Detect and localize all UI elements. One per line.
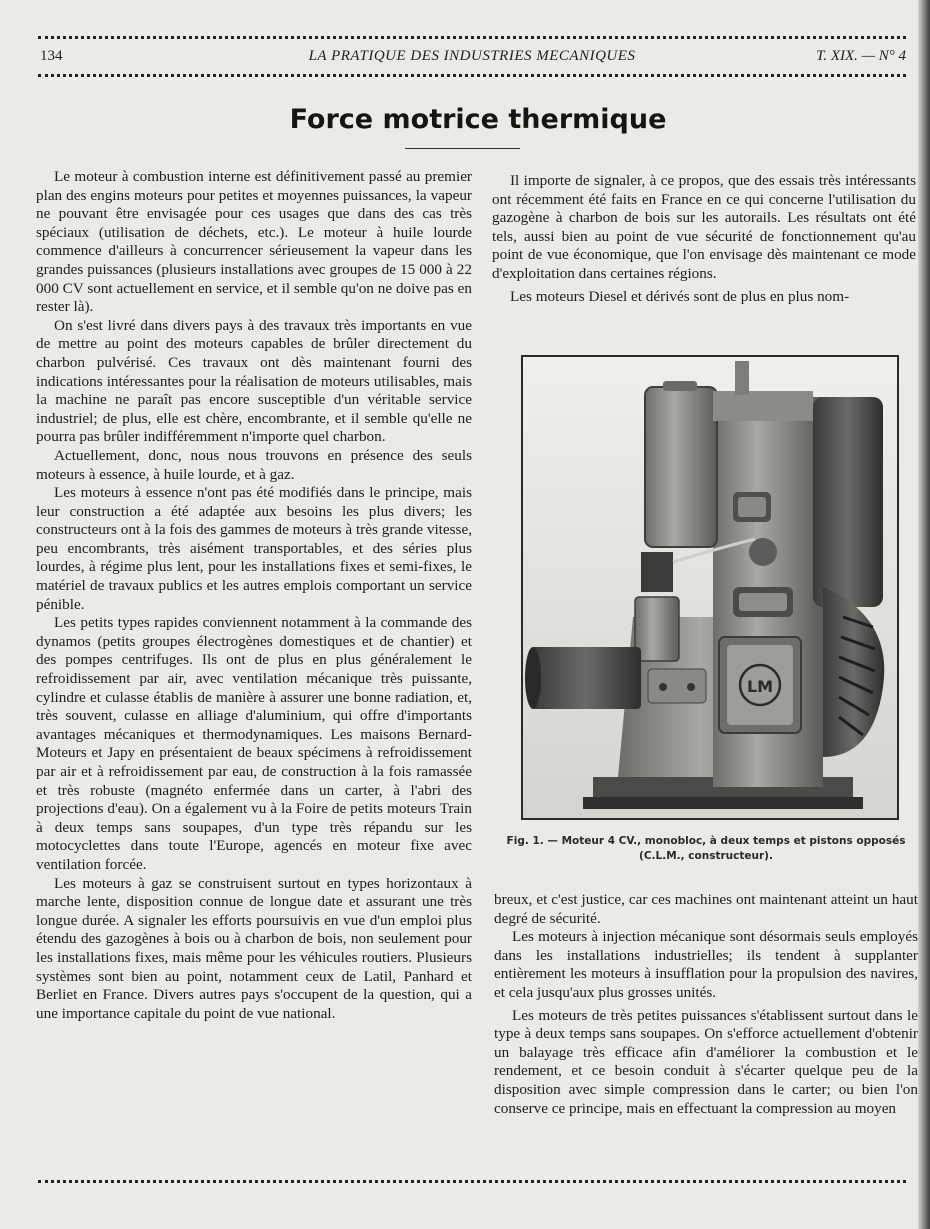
paragraph: Les moteurs de très petites puissances s'établissent surtout dans le type à deux temps sans soupapes. On s'efforce actuellement d'obtenir un balayage très efficace afin d'améliorer la combustion et le rendement, et ce besoin conduit à s'écarter quelque peu de la disposition avec simple compression dans le carter; ou bien l'on conserve ce principe, mais en effectuant la compression au moyen: [494, 1006, 918, 1117]
right-column-bottom: [494, 891, 918, 1118]
engine-illustration: [523, 357, 897, 818]
running-header: [38, 44, 906, 70]
paragraph: Les moteurs Diesel et dérivés sont de plus en plus nom-: [510, 287, 850, 305]
paragraph-continuation: breux, et c'est justice, car ces machines ont maintenant atteint un haut degré de sécurité.: [494, 891, 918, 927]
figure-caption: [494, 834, 918, 864]
journal-title: LA PRATIQUE DES INDUSTRIES MECANIQUES: [308, 48, 636, 64]
paragraph: On s'est livré dans divers pays à des travaux très importants en vue de mettre au point des moteurs capables de brûler directement du charbon pulvérisé. Ces travaux ont dès maintenant fourni des indications intéressantes pour la réalisation de moteurs utilisables, mais la machine ne paraît pas encore susceptible d'un véritable service industriel; de plus, elle est chère, encombrante, et il semble qu'elle ne pourra pas brûler indifféremment n'importe quel charbon.: [36, 316, 472, 446]
paragraph: Les moteurs à injection mécanique sont désormais seuls employés dans les installations industrielles; ils tendent à supplanter entièrement les moteurs à insufflation pour la propulsion des navires, et cela jusqu'aux plus grosses unités.: [494, 928, 918, 1001]
engine-logo: LM: [746, 677, 774, 696]
paragraph: Actuellement, donc, nous nous trouvons en présence des seuls moteurs à essence, à huile lourde, et à gaz.: [36, 446, 472, 483]
article-title: Force motrice thermique: [289, 104, 667, 135]
paragraph: Il importe de signaler, à ce propos, que des essais très intéressants ont récemment été faits en France en ce qui concerne l'utilisation du gazogène à charbon de bois sur les autorails. Les résultats ont été tels, aussi bien au point de vue sécurité de fonctionnement qu'au point de vue économique, que l'on envisage dès maintenant ce mode d'exploitation dans certaines régions.: [492, 172, 916, 282]
page-edge: [918, 0, 930, 1229]
caption-line-2: (C.L.M., constructeur).: [639, 850, 773, 862]
engine-photo: [521, 355, 899, 820]
volume-issue: T. XIX. — N° 4: [816, 48, 906, 64]
header-bottom-rule: [38, 74, 906, 77]
right-column-top: [492, 172, 916, 306]
header-top-rule: [38, 36, 906, 39]
left-column: [36, 168, 472, 1023]
paragraph: Le moteur à combustion interne est définitivement passé au premier plan des engins moteurs pour petites et moyennes puissances, la vapeur ne pouvant être envisagée pour ces usages que dans des cas très spéciaux (utilisation de déchets, etc.). Le moteur à huile lourde commence d'ailleurs à concurrencer sérieusement la vapeur dans les grandes puissances (plusieurs installations avec groupes de 15 000 à 22 000 CV sont actuellement en service, et il semble qu'on ne doive pas en rester là).: [36, 168, 472, 316]
title-underline: [405, 148, 520, 149]
footer-rule: [38, 1180, 906, 1183]
paragraph: Les moteurs à gaz se construisent surtout en types horizontaux à marche lente, disposition connue de longue date et assurant une très longue durée. A signaler les efforts poursuivis en vue d'un emploi plus étendu des gazogènes à bois ou à charbon de bois, non seulement pour les installations fixes, mais même pour les véhicules routiers. Plusieurs systèmes sont bien au point, notamment ceux de Latil, Panhard et Berliet en France. Divers autres pays s'occupent de la question, qui a une importance capitale du point de vue national.: [36, 874, 472, 1022]
paragraph: Les moteurs à essence n'ont pas été modifiés dans le principe, mais leur construction a été adaptée aux besoins les plus divers; les constructeurs ont à la fois des gammes de moteurs à très grande vitesse, peu encombrants, très aisément transportables, et des séries plus lourdes, à régime plus lent, pour les installations fixes et semi-fixes, le matériel de travaux publics et les autres emplois comportant un service pénible.: [36, 484, 472, 613]
paragraph: Les petits types rapides conviennent notamment à la commande des dynamos (petits groupes électrogènes domestiques et de chantier) et des pompes centrifuges. Ils ont de plus en plus généralement le refroidissement par air, avec ventilation mécanique très puissante, cylindre et culasse établis de manière à assurer une bonne radiation, et, très souvent, culasse en alliage d'aluminium, qui offre d'importants avantages mécaniques et thermodynamiques. Les maisons Bernard-Moteurs et Japy en présentaient de beaux spécimens à refroidissement par air et à refroidissement par eau, de construction à la fois ramassée et très robuste (magnéto enfermée dans un carter, à l'abri des projections d'eau). On a également vu à la Foire de petits moteurs Train à deux temps sans soupapes, d'un type très répandu sur les motocyclettes dans toute l'Europe, agencés en moteur fixe avec ventilation forcée.: [36, 614, 472, 873]
caption-line-1: Fig. 1. — Moteur 4 CV., monobloc, à deux temps et pistons opposés: [506, 835, 906, 847]
page-number: 134: [40, 48, 63, 64]
